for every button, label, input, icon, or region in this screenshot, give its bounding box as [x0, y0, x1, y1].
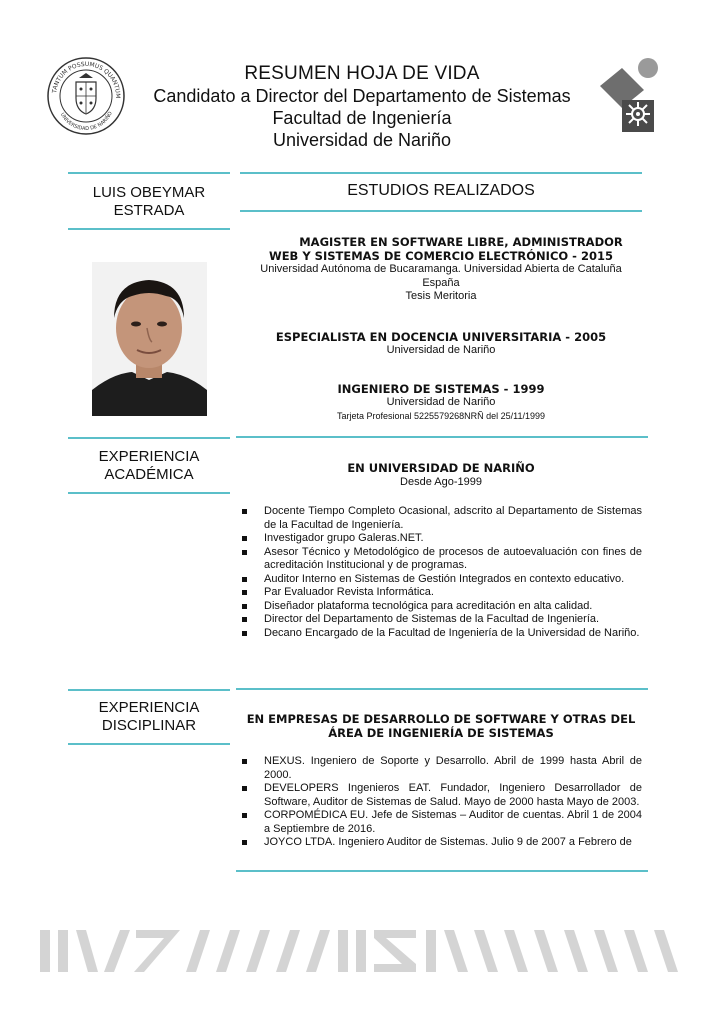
header-block	[130, 62, 594, 151]
disciplinary-heading-line2: ÁREA DE INGENIERÍA DE SISTEMAS	[328, 726, 554, 740]
study-degree: MAGISTER EN SOFTWARE LIBRE, ADMINISTRADOR	[299, 235, 623, 249]
professional-card: Tarjeta Profesional 5225579268NRÑ del 25/11/1999	[337, 410, 545, 421]
study-degree: WEB Y SISTEMAS DE COMERCIO ELECTRÓNICO - 2015	[269, 249, 613, 263]
divider	[236, 436, 648, 438]
list-item: Auditor Interno en Sistemas de Gestión Integrados en contexto educativo.	[242, 573, 642, 587]
academic-bullet-list	[242, 505, 642, 640]
list-item: JOYCO LTDA. Ingeniero Auditor de Sistemas. Julio 9 de 2007 a Febrero de	[242, 836, 642, 850]
study-degree: ESPECIALISTA EN DOCENCIA UNIVERSITARIA - 2005	[275, 330, 607, 344]
divider	[68, 689, 230, 691]
candidate-photo	[92, 262, 207, 416]
study-institution: Universidad Autónoma de Bucaramanga. Universidad Abierta de Cataluña	[260, 263, 622, 275]
academic-label-line1: EXPERIENCIA	[98, 448, 200, 465]
academic-heading	[240, 461, 642, 489]
faculty-name: Facultad de Ingeniería	[272, 108, 452, 128]
study-note: Tesis Meritoria	[405, 290, 477, 302]
divider	[68, 492, 230, 494]
candidate-name	[68, 184, 230, 220]
academic-employer: EN UNIVERSIDAD DE NARIÑO	[347, 461, 535, 475]
divider	[68, 743, 230, 745]
bullet-icon	[242, 813, 247, 818]
divider	[68, 172, 230, 174]
list-item: CORPOMÉDICA EU. Jefe de Sistemas – Auditor de cuentas. Abril 1 de 2004 a Septiembre de 2016.	[242, 809, 642, 836]
disciplinary-heading-line1: EN EMPRESAS DE DESARROLLO DE SOFTWARE Y OTRAS DEL	[246, 712, 636, 726]
bullet-icon	[242, 509, 247, 514]
academic-label-line2: ACADÉMICA	[104, 466, 194, 483]
footer-pattern	[40, 928, 680, 974]
list-item: Diseñador plataforma tecnológica para acreditación en alta calidad.	[242, 600, 642, 614]
bullet-icon	[242, 631, 247, 636]
bullet-icon	[242, 590, 247, 595]
disciplinary-label-line1: EXPERIENCIA	[98, 699, 200, 716]
candidate-name-line1: LUIS OBEYMAR	[92, 184, 206, 201]
seal-text-top: TANTUM POSSUMUS QUANTUM	[51, 60, 122, 99]
academic-since: Desde Ago-1999	[400, 476, 482, 488]
study-item	[240, 382, 642, 422]
list-item: Investigador grupo Galeras.NET.	[242, 532, 642, 546]
faculty-logo	[598, 56, 664, 136]
seal-text-bottom: UNIVERSIDAD DE NARIÑO	[58, 110, 114, 133]
list-item: Asesor Técnico y Metodológico de procesos de autoevaluación con fines de acreditación Institucional y de programas.	[242, 546, 642, 573]
divider	[236, 688, 648, 690]
list-item: Decano Encargado de la Facultad de Ingeniería de la Universidad de Nariño.	[242, 627, 642, 641]
bullet-icon	[242, 840, 247, 845]
disciplinary-heading	[240, 712, 642, 740]
study-item	[240, 235, 642, 304]
study-item	[240, 330, 642, 358]
candidate-name-line2: ESTRADA	[113, 202, 185, 219]
study-country: España	[422, 276, 460, 289]
study-institution: Universidad de Nariño	[386, 396, 496, 408]
bullet-icon	[242, 550, 247, 555]
bullet-icon	[242, 617, 247, 622]
studies-title: ESTUDIOS REALIZADOS	[347, 182, 535, 199]
university-name: Universidad de Nariño	[272, 130, 452, 150]
divider	[236, 870, 648, 872]
list-item: Par Evaluador Revista Informática.	[242, 586, 642, 600]
university-seal	[46, 56, 126, 136]
document-title: RESUMEN HOJA DE VIDA	[244, 63, 480, 84]
list-item: Docente Tiempo Completo Ocasional, adscrito al Departamento de Sistemas de la Facultad de Ingeniería.	[242, 505, 642, 532]
bullet-icon	[242, 786, 247, 791]
disciplinary-experience-label	[68, 699, 230, 735]
divider	[68, 228, 230, 230]
list-item: DEVELOPERS Ingenieros EAT. Fundador, Ingeniero Desarrollador de Software, Auditor de Sistemas de Salud. Mayo de 2000 hasta Mayo de 2003.	[242, 782, 642, 809]
bullet-icon	[242, 604, 247, 609]
study-institution: Universidad de Nariño	[386, 344, 496, 356]
divider	[68, 437, 230, 439]
academic-experience-label	[68, 448, 230, 484]
bullet-icon	[242, 577, 247, 582]
list-item: NEXUS. Ingeniero de Soporte y Desarrollo. Abril de 1999 hasta Abril de 2000.	[242, 755, 642, 782]
disciplinary-label-line2: DISCIPLINAR	[101, 717, 197, 734]
list-item: Director del Departamento de Sistemas de la Facultad de Ingeniería.	[242, 613, 642, 627]
document-subtitle: Candidato a Director del Departamento de Sistemas	[153, 86, 571, 106]
study-degree: INGENIERO DE SISTEMAS - 1999	[337, 382, 545, 396]
divider	[240, 172, 642, 174]
divider	[240, 210, 642, 212]
bullet-icon	[242, 536, 247, 541]
bullet-icon	[242, 759, 247, 764]
disciplinary-bullet-list	[242, 755, 642, 850]
